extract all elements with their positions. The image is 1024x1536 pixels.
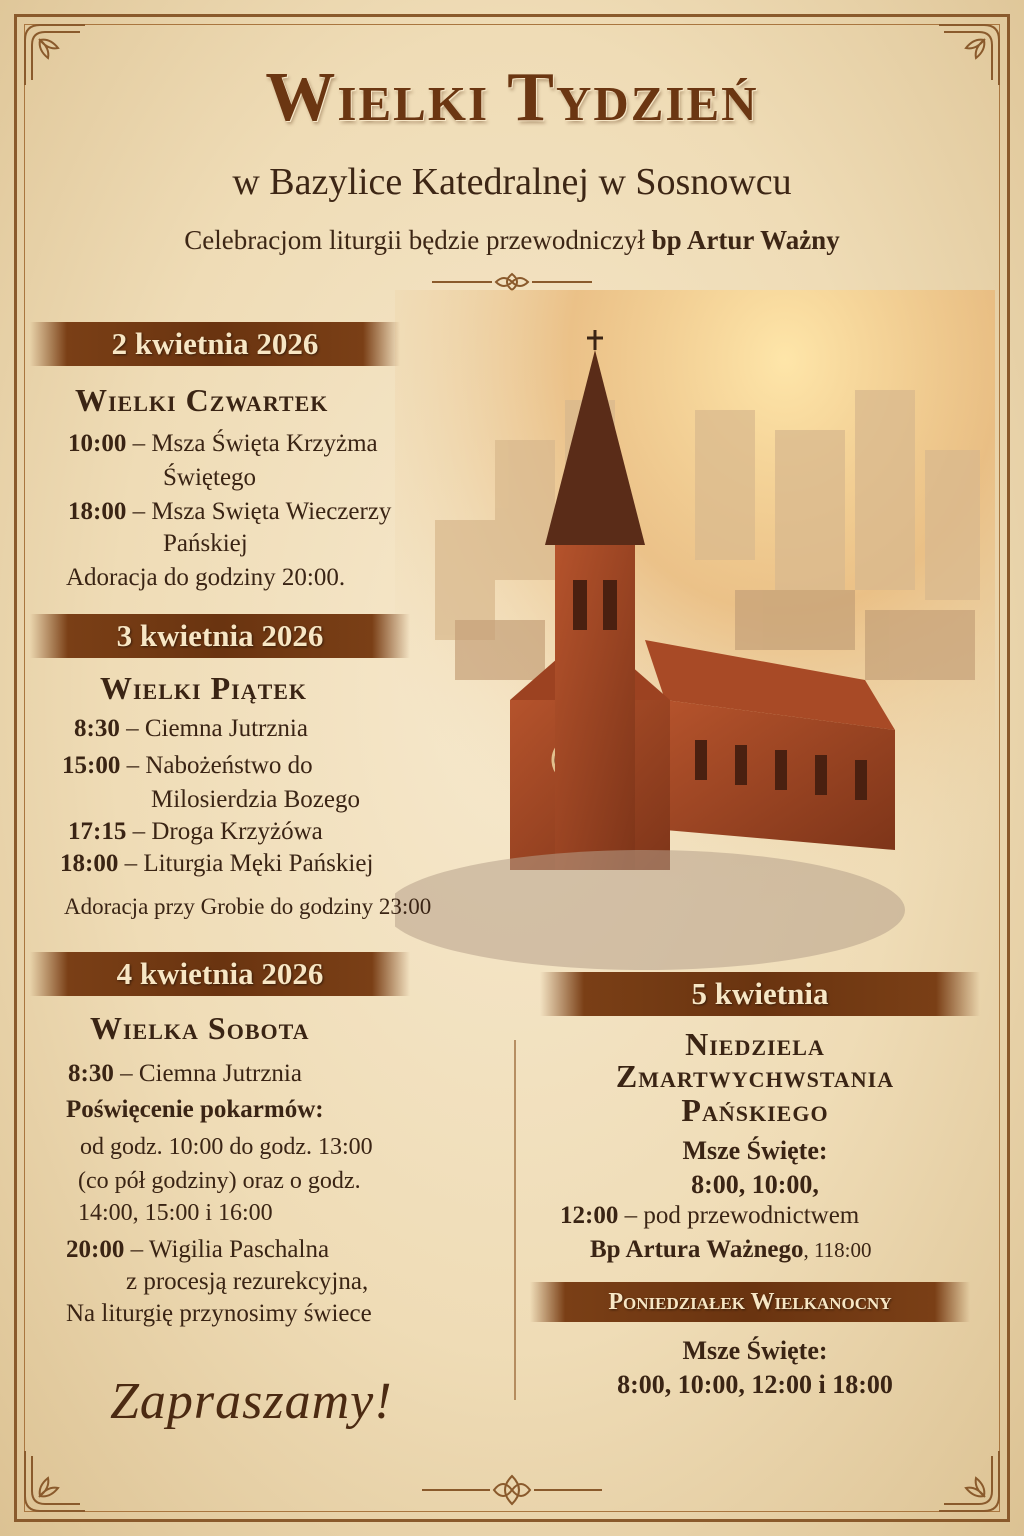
schedule-line: (co pół godziny) oraz o godz.	[78, 1168, 361, 1194]
subtitle: w Bazylice Katedralnej w Sosnowcu	[232, 161, 792, 203]
day-title-thursday: Wielki Czwartek	[75, 382, 329, 418]
schedule-line: 18:00 – Liturgia Męki Pańskiej	[60, 850, 374, 877]
schedule-line: Świętego	[163, 464, 257, 491]
day-title-friday: Wielki Piątek	[100, 670, 308, 706]
page-title: Wielki Tydzień	[265, 59, 759, 136]
masses-times: 8:00, 10:00,	[691, 1170, 819, 1199]
schedule-line: 18:00 – Msza Swięta Wieczerzy	[68, 498, 392, 525]
cathedral-illustration	[395, 290, 995, 990]
schedule-line: z procesją rezurekcyjna,	[126, 1268, 369, 1295]
schedule-note: Adoracja przy Grobie do godziny 23:00	[64, 894, 432, 919]
monday-banner: Poniedziałek Wielkanocny	[530, 1282, 970, 1322]
column-divider	[514, 1040, 516, 1400]
schedule-line: 8:30 – Ciemna Jutrznia	[68, 1060, 302, 1087]
closing-invitation: Zapraszamy!	[110, 1373, 393, 1430]
date-banner-friday: 3 kwietnia 2026	[30, 614, 410, 658]
day-title-sunday-1: Niedziela	[685, 1026, 825, 1062]
schedule-line: 14:00, 15:00 i 16:00	[78, 1200, 273, 1226]
schedule-line: Milosierdzia Bozego	[151, 786, 360, 813]
schedule-note: Adoracja do godziny 20:00.	[66, 564, 346, 591]
schedule-line: 12:00 – pod przewodnictwem	[560, 1202, 860, 1229]
schedule-line: Bp Artura Ważnego, 118:00	[590, 1236, 872, 1263]
presider-line	[0, 225, 1024, 256]
schedule-line: od godz. 10:00 do godz. 13:00	[80, 1134, 373, 1160]
monday-masses-heading: Msze Święte:	[682, 1336, 828, 1365]
schedule-line: Na liturgię przynosimy świece	[66, 1300, 372, 1327]
presider-name: bp Artur Ważny	[651, 225, 840, 255]
corner-ornament-icon	[20, 1446, 90, 1516]
day-title-saturday: Wielka Sobota	[90, 1010, 310, 1046]
blessing-heading: Poświęcenie pokarmów:	[66, 1096, 324, 1123]
monday-masses-times: 8:00, 10:00, 12:00 i 18:00	[617, 1370, 893, 1399]
masses-heading: Msze Święte:	[682, 1136, 828, 1165]
corner-ornament-icon	[934, 1446, 1004, 1516]
schedule-line: 15:00 – Nabożeństwo do	[62, 752, 313, 779]
date-banner-sunday: 5 kwietnia	[540, 972, 980, 1016]
schedule-line: 17:15 – Droga Krzyżówa	[68, 818, 323, 845]
schedule-line: Pańskiej	[163, 530, 248, 557]
day-title-sunday-3: Pańskiego	[681, 1092, 829, 1128]
presider-prefix: Celebracjom liturgii będzie przewodniczył	[184, 225, 645, 255]
schedule-line: 20:00 – Wigilia Paschalna	[66, 1236, 330, 1263]
day-title-sunday-2: Zmartwychwstania	[615, 1058, 895, 1094]
schedule-line: 8:30 – Ciemna Jutrznia	[74, 715, 308, 742]
bottom-flourish-icon	[420, 1470, 604, 1515]
schedule-line: 10:00 – Msza Święta Krzyżma	[68, 430, 378, 457]
date-banner-saturday: 4 kwietnia 2026	[30, 952, 410, 996]
date-banner-thursday: 2 kwietnia 2026	[30, 322, 400, 366]
